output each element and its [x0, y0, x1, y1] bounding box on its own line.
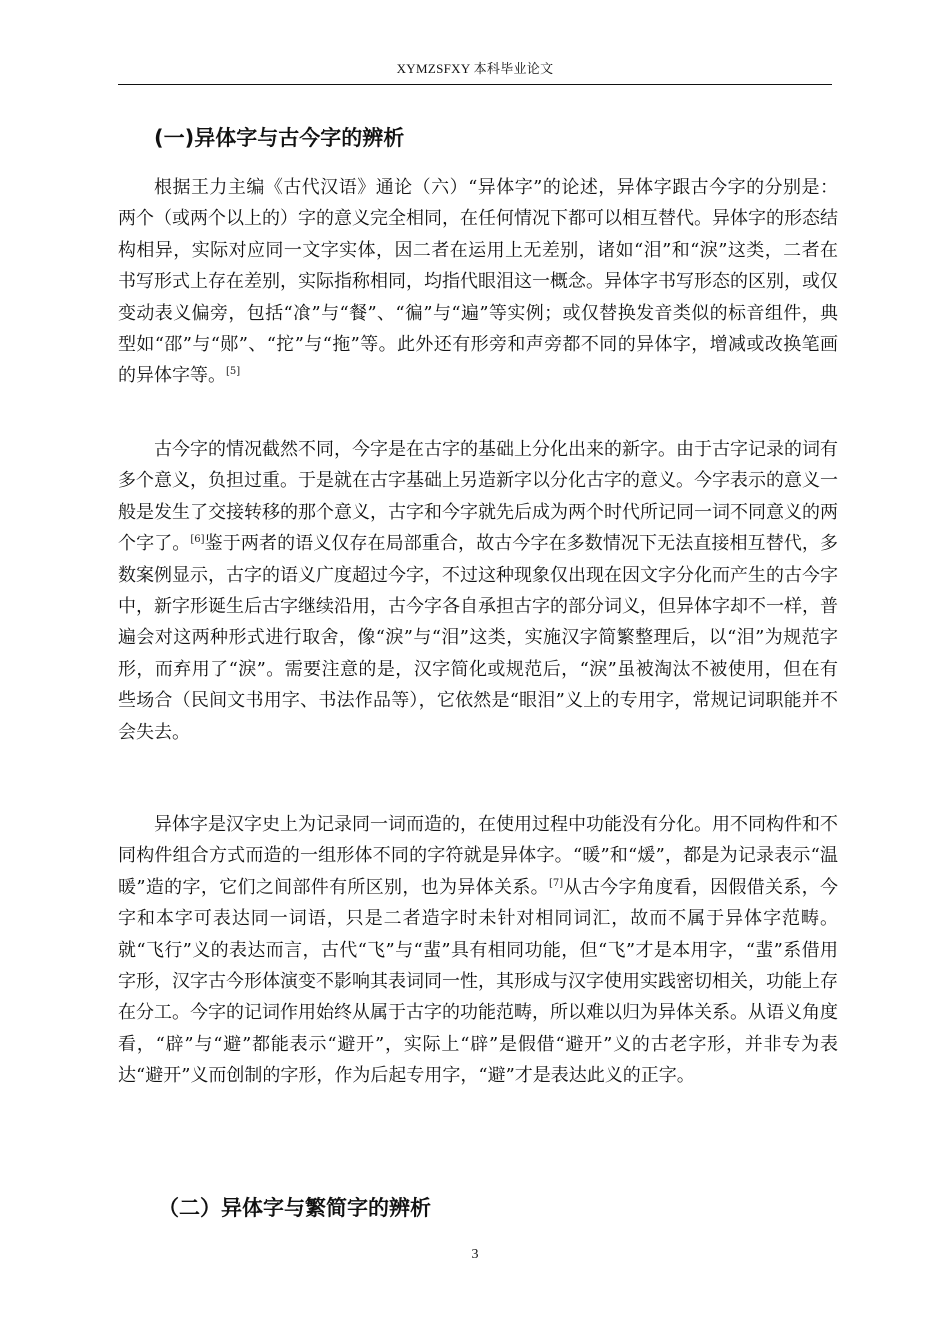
header-rule	[118, 84, 832, 85]
citation-7[interactable]: [7]	[548, 877, 564, 889]
section-heading-2: （二）异体字与繁简字的辨析	[158, 1196, 431, 1220]
page-number: 3	[471, 1247, 479, 1262]
running-header: XYMZSFXY 本科毕业论文	[396, 61, 554, 76]
paragraph-3-text-a: 异体字是汉字史上为记录同一词而造的，在使用过程中功能没有分化。用不同构件和不同构件组合方式而造的一组形体不同的字符就是异体字。“暖”和“煖”，都是为记录表示“温暖”造的字，它们之间部件有所区别，也为异体关系。	[118, 814, 838, 898]
citation-6[interactable]: [6]	[190, 534, 205, 546]
paragraph-2-text-a: 古今字的情况截然不同，今字是在古字的基础上分化出来的新字。由于古字记录的词有多个意义，负担过重。于是就在古字基础上另造新字以分化古字的意义。今字表示的意义一般是发生了交接转移的那个意义，古字和今字就先后成为两个时代所记同一词不同意义的两个字了。	[118, 439, 838, 555]
paragraph-1	[118, 172, 838, 392]
paragraph-2	[118, 434, 838, 748]
citation-5[interactable]: [5]	[226, 366, 241, 378]
paragraph-2-text-b: 鉴于两者的语义仅存在局部重合，故古今字在多数情况下无法直接相互替代，多数案例显示，古字的语义广度超过今字，不过这种现象仅出现在因文字分化而产生的古今字中，新字形诞生后古字继续沿用，古今字各自承担古字的部分词义，但异体字却不一样，普遍会对这两种形式进行取舍，像“淚”与“泪”这类，实施汉字简繁整理后，以“泪”为规范字形，而弃用了“淚”。需要注意的是，汉字简化或规范后，“淚”虽被淘汰不被使用，但在有些场合（民间文书用字、书法作品等），它依然是“眼泪”义上的专用字，常规记词职能并不会失去。	[118, 533, 839, 743]
section-heading-1: (一)异体字与古今字的辨析	[154, 126, 405, 150]
paragraph-3	[118, 809, 838, 1092]
paragraph-3-text-b: 从古今字角度看，因假借关系，今字和本字可表达同一词语，只是二者造字时未针对相同词汇，故而不属于异体字范畴。就“飞行”义的表达而言，古代“飞”与“蜚”具有相同功能，但“飞”才是本用字，“蜚”系借用字形，汉字古今形体演变不影响其表词同一性，其形成与汉字使用实践密切相关，功能上存在分工。今字的记词作用始终从属于古字的功能范畴，所以难以归为异体关系。从语义角度看，“辟”与“避”都能表示“避开”，实际上“辟”是假借“避开”义的古老字形，并非专为表达“避开”义而创制的字形，作为后起专用字，“避”才是表达此义的正字。	[118, 876, 839, 1087]
paragraph-1-text: 根据王力主编《古代汉语》通论（六）“异体字”的论述，异体字跟古今字的分别是：两个（或两个以上的）字的意义完全相同，在任何情况下都可以相互替代。异体字的形态结构相异，实际对应同一文字实体，因二者在运用上无差别，诸如“泪”和“淚”这类，二者在书写形式上存在差别，实际指称相同，均指代眼泪这一概念。异体字书写形态的区别，或仅变动表义偏旁，包括“飡”与“餐”、“徧”与“遍”等实例；或仅替换发音类似的标音组件，典型如“邵”与“郧”、“拕”与“拖”等。此外还有形旁和声旁都不同的异体字，增减或改换笔画的异体字等。	[118, 177, 838, 387]
